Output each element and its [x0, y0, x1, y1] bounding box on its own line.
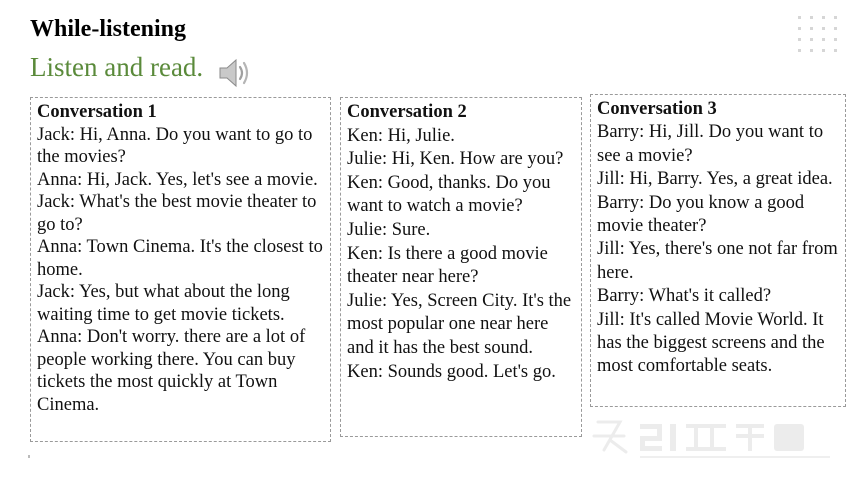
- dialogue-line: Anna: Town Cinema. It's the closest to home.: [37, 237, 323, 280]
- dialogue-line: Anna: Hi, Jack. Yes, let's see a movie.: [37, 169, 318, 190]
- conversation-title: Conversation 3: [597, 99, 717, 119]
- dialogue-line: Jill: Yes, there's one not far from here.: [597, 239, 838, 283]
- dialogue-line: Jack: Yes, but what about the long waiting time to get movie tickets.: [37, 282, 290, 325]
- conversation-1-box: [30, 97, 331, 442]
- dialogue-line: Barry: Hi, Jill. Do you want to see a movie?: [597, 122, 824, 166]
- dialogue-line: Anna: Don't worry. there are a lot of people working there. You can buy tickets the most quickly at Town Cinema.: [37, 327, 306, 415]
- dialogue-line: Jack: What's the best movie theater to go to?: [37, 192, 317, 235]
- dialogue-line: Ken: Hi, Julie.: [347, 125, 455, 146]
- conversation-3-box: [590, 94, 846, 407]
- decorative-dot: [28, 455, 30, 458]
- dialogue-line: Jill: Hi, Barry. Yes, a great idea.: [597, 169, 833, 190]
- dialogue-line: Barry: What's it called?: [597, 286, 772, 307]
- dialogue-line: Julie: Yes, Screen City. It's the most popular one near here and it has the best sound.: [347, 290, 572, 358]
- conversation-title: Conversation 1: [37, 102, 157, 122]
- dialogue-line: Jack: Hi, Anna. Do you want to go to the movies?: [37, 124, 313, 167]
- dialogue-line: Jill: It's called Movie World. It has the biggest screens and the most comfortable seats.: [597, 309, 825, 377]
- page-title: While-listening: [30, 16, 187, 42]
- dialogue-line: Julie: Sure.: [347, 219, 431, 240]
- dialogue-line: Ken: Good, thanks. Do you want to watch a movie?: [347, 172, 551, 217]
- dialogue-line: Julie: Hi, Ken. How are you?: [347, 149, 564, 170]
- dialogue-line: Ken: Is there a good movie theater near here?: [347, 243, 548, 288]
- conversation-title: Conversation 2: [347, 102, 467, 122]
- dot-grid-icon: [796, 14, 846, 56]
- conversation-2-box: [340, 97, 582, 437]
- instruction-subtitle: Listen and read.: [30, 52, 204, 82]
- dialogue-line: Barry: Do you know a good movie theater?: [597, 192, 805, 237]
- speaker-icon[interactable]: [217, 56, 253, 90]
- dialogue-line: Ken: Sounds good. Let's go.: [347, 361, 556, 382]
- watermark-logo: [590, 412, 840, 462]
